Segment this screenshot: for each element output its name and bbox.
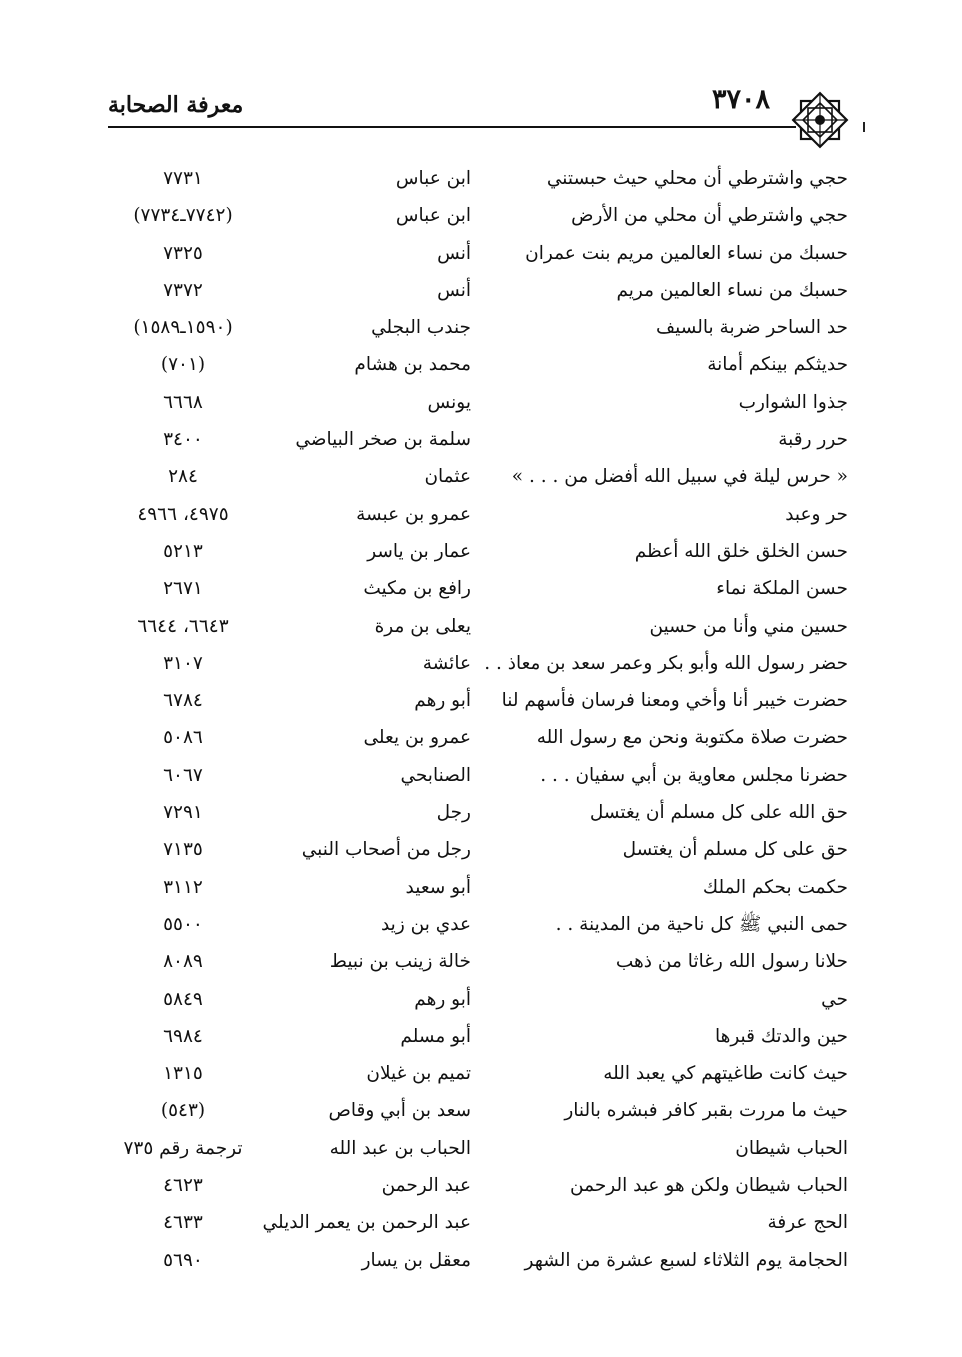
index-row [96,346,856,383]
hadith-text: حضرنا مجلس معاوية بن أبي سفيان . . . [540,764,848,786]
reference-number: ٤٦٢٣ [163,1175,203,1197]
reference-number: ٧٣٧٢ [163,279,203,301]
hadith-text: حسن الملكة نماء [716,578,848,600]
index-row [96,943,856,980]
narrator-name: أنس [437,279,471,301]
index-row [96,384,856,421]
hadith-text: حيث ما مررت بقبر كافر فبشره بالنار [564,1100,848,1122]
index-row [96,645,856,682]
index-row [96,235,856,272]
narrator-name: سعد بن أبي وقاص [328,1100,471,1122]
narrator-name: رجل [436,802,471,824]
index-row [96,533,856,570]
header-rule [108,126,796,128]
narrator-name: محمد بن هشام [354,354,471,376]
index-row [96,309,856,346]
reference-number: ٦٦٦٨ [163,391,203,413]
reference-number: ٨٠٨٩ [163,951,203,973]
index-row [96,869,856,906]
hadith-text: حق الله على كل مسلم أن يغتسل [589,802,848,824]
narrator-name: عبد الرحمن بن يعمر الديلي [262,1212,471,1234]
narrator-name: أبو رهم [414,690,471,712]
index-row [96,1167,856,1204]
hadith-text: حكمت بحكم الملك [702,876,848,898]
index-row [96,1018,856,1055]
narrator-name: عبد الرحمن [381,1175,471,1197]
reference-number: (٥٤٣) [160,1100,206,1122]
reference-number: ٤٩٧٥، ٤٩٦٦ [137,503,229,525]
hadith-text: حي [821,988,848,1010]
reference-number: ٧٣٢٥ [163,242,203,264]
index-row [96,1242,856,1279]
reference-number: ٧١٣٥ [163,839,203,861]
reference-number: ٧٢٩١ [163,802,203,824]
reference-number: ١٣١٥ [163,1063,203,1085]
narrator-name: عدي بن زيد [380,913,471,935]
hadith-text: حين والدتك قبرها [714,1025,848,1047]
index-row [96,197,856,234]
narrator-name: معقل بن يسار [361,1249,471,1271]
index-row [96,719,856,756]
narrator-name: خالة زينب بن نبيط [329,951,471,973]
narrator-name: تميم بن غيلان [366,1063,471,1085]
hadith-text: حسن الخلق خلق الله أعظم [634,540,848,562]
index-row [96,496,856,533]
narrator-name: عمرو بن عبسة [356,503,471,525]
hadith-text: « حرس ليلة في سبيل الله أفضل من . . . » [511,466,848,488]
narrator-name: عمار بن ياسر [367,540,471,562]
hadith-text: حسبك من نساء العالمين مريم [616,279,848,301]
reference-number: ٥٥٠٠ [163,913,203,935]
hadith-text: حجي واشترطي أن محلي حيث حبستني [546,168,848,189]
reference-number: ٦٧٨٤ [163,690,203,712]
reference-number: ٦٦٤٣، ٦٦٤٤ [137,615,229,637]
narrator-name: أبو سعيد [405,876,471,898]
narrator-name: عثمان [424,466,471,488]
edge-mark [863,122,865,132]
index-row [96,831,856,868]
reference-number: (٧٧٤٢ـ٧٧٣٤) [133,205,233,227]
reference-number: ٥٠٨٦ [163,727,203,749]
reference-number: ٥٨٤٩ [163,988,203,1010]
hadith-text: الحجامة يوم الثلاثاء لسبع عشرة من الشهر [524,1249,848,1271]
narrator-name: يعلى بن مرة [374,615,471,637]
index-row [96,570,856,607]
reference-number: (١٥٩٠ـ١٥٨٩) [133,317,233,339]
hadith-text: حر وعبد [785,503,848,525]
index-row [96,1204,856,1241]
index-row [96,1130,856,1167]
hadith-text: حد الساحر ضربة بالسيف [656,317,848,339]
hadith-text: حضرت صلاة مكتوبة ونحن مع رسول الله [536,727,848,749]
narrator-name: يونس [427,391,471,413]
hadith-text: حديثكم بينكم أمانة [707,354,848,376]
reference-number: ٦٩٨٤ [163,1025,203,1047]
index-row [96,981,856,1018]
narrator-name: أبو مسلم [400,1025,471,1047]
narrator-name: رجل من أصحاب النبي [301,839,471,861]
hadith-text: حضر رسول الله وأبو بكر وعمر سعد بن معاذ . . [484,652,848,674]
index-row [96,794,856,831]
reference-number: ٤٦٣٣ [163,1212,203,1234]
narrator-name: أبو رهم [414,988,471,1010]
index-row [96,757,856,794]
narrator-name: ابن عباس [395,205,471,227]
index-row [96,272,856,309]
reference-number: ٣٤٠٠ [163,429,203,451]
index-row [96,421,856,458]
narrator-name: عائشة [422,652,471,674]
reference-number: ٥٢١٣ [163,540,203,562]
hadith-text: الحباب شيطان [735,1137,848,1159]
index-row [96,1055,856,1092]
hadith-text: الحباب شيطان ولكن هو عبد الرحمن [570,1175,848,1197]
octagram-ornament-icon [788,88,852,152]
index-row [96,458,856,495]
narrator-name: ابن عباس [395,168,471,189]
reference-number: ٢٨٤ [168,466,198,488]
hadith-text: جذوا الشوارب [738,391,848,413]
index-row [96,1092,856,1129]
narrator-name: رافع بن مكيث [363,578,471,600]
hadith-index-list [96,160,856,1279]
narrator-name: جندب البجلي [371,317,471,339]
hadith-text: حرر رقبة [778,429,848,451]
hadith-text: حلانا رسول الله رغاثا من ذهب [615,951,848,973]
hadith-text: الحج عرفة [767,1212,848,1234]
hadith-text: حضرت خيبر أنا وأخي ومعنا فرسان فأسهم لنا [501,690,848,712]
index-row [96,906,856,943]
hadith-text: حمى النبي ﷺ كل ناحية من المدينة . . [555,913,848,935]
narrator-name: الصنابحي [400,764,471,786]
hadith-text: حجي واشترطي أن محلي من الأرض [571,205,848,227]
page-header [0,0,962,140]
reference-number: ٣١١٢ [163,876,203,898]
narrator-name: أنس [437,242,471,264]
reference-number: ٦٠٦٧ [163,764,203,786]
reference-number: (٧٠١) [160,354,206,376]
hadith-text: حيث كانت طاغيتهم كي يعبد الله [603,1063,848,1085]
narrator-name: عمرو بن يعلى [363,727,471,749]
index-row [96,608,856,645]
hadith-text: حسين مني وأنا من حسين [649,615,848,637]
running-title: معرفة الصحابة [108,92,244,118]
hadith-text: حسبك من نساء العالمين مريم بنت عمران [525,242,848,264]
reference-number: ترجمة رقم ٧٣٥ [123,1137,243,1159]
narrator-name: سلمة بن صخر البياضي [295,429,471,451]
hadith-text: حق على كل مسلم أن يغتسل [622,839,848,861]
reference-number: ٧٧٣١ [163,168,203,189]
index-row [96,160,856,197]
index-row [96,682,856,719]
reference-number: ٢٦٧١ [163,578,203,600]
page-number: ٣٧٠٨ [712,84,771,115]
narrator-name: الحباب بن عبد الله [329,1137,471,1159]
reference-number: ٥٦٩٠ [163,1249,203,1271]
reference-number: ٣١٠٧ [163,652,203,674]
